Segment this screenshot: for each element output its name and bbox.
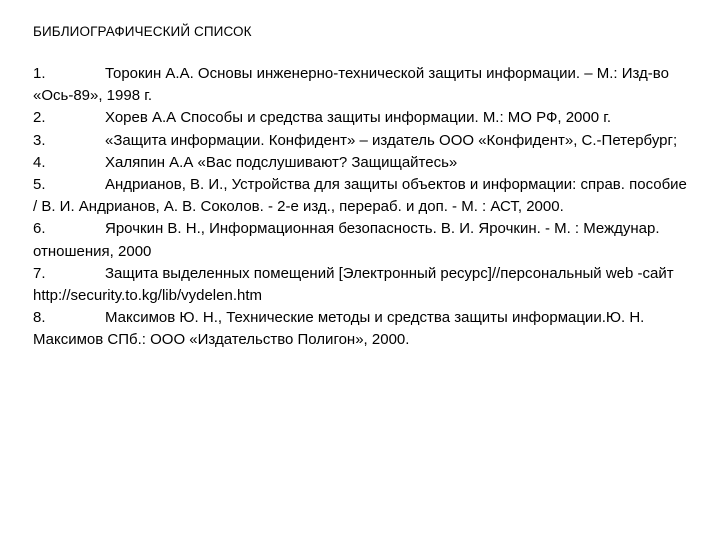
item-number: 6. xyxy=(33,220,46,238)
item-number: 8. xyxy=(33,309,46,327)
bibliography-page xyxy=(33,22,695,352)
item-number: 2. xyxy=(33,109,46,127)
item-text: Андрианов, В. И., Устройства для защиты объектов и информации: справ. пособие / В. И. Андрианов, А. В. Соколов. - 2-е изд., перераб. и доп. - М. : АСТ, 2000. xyxy=(33,176,687,216)
bibliography-list xyxy=(33,63,695,352)
item-number: 7. xyxy=(33,264,46,282)
list-item xyxy=(33,307,695,351)
item-text: Торокин А.А. Основы инженерно-технической защиты информации. – М.: Изд-во «Ось-89», 1998 г. xyxy=(33,65,669,105)
item-number: 5. xyxy=(33,176,46,194)
list-item xyxy=(33,130,695,152)
list-item xyxy=(33,218,695,262)
item-text: «Защита информации. Конфидент» – издатель ООО «Конфидент», С.-Петербург; xyxy=(105,131,678,149)
item-number: 4. xyxy=(33,153,46,171)
item-number: 3. xyxy=(33,131,46,149)
item-number: 1. xyxy=(33,65,46,82)
list-item xyxy=(33,174,695,218)
list-item xyxy=(33,263,695,307)
item-text: Максимов Ю. Н., Технические методы и средства защиты информации.Ю. Н. Максимов СПб.: ООО «Издательство Полигон», 2000. xyxy=(33,309,645,349)
item-text: Ярочкин В. Н., Информационная безопасность. В. И. Ярочкин. - М. : Междунар. отношения, 2000 xyxy=(33,220,660,260)
item-text: Халяпин А.А «Вас подслушивают? Защищайтесь» xyxy=(105,153,458,171)
item-text: Защита выделенных помещений [Электронный ресурс]//персональный web -сайт http://security.to.kg/lib/vydelen.htm xyxy=(33,264,674,305)
list-item xyxy=(33,107,695,129)
list-item xyxy=(33,152,695,174)
page-title: БИБЛИОГРАФИЧЕСКИЙ СПИСОК xyxy=(33,24,252,39)
item-text: Хорев А.А Способы и средства защиты информации. М.: МО РФ, 2000 г. xyxy=(105,109,612,127)
list-item xyxy=(33,63,695,107)
